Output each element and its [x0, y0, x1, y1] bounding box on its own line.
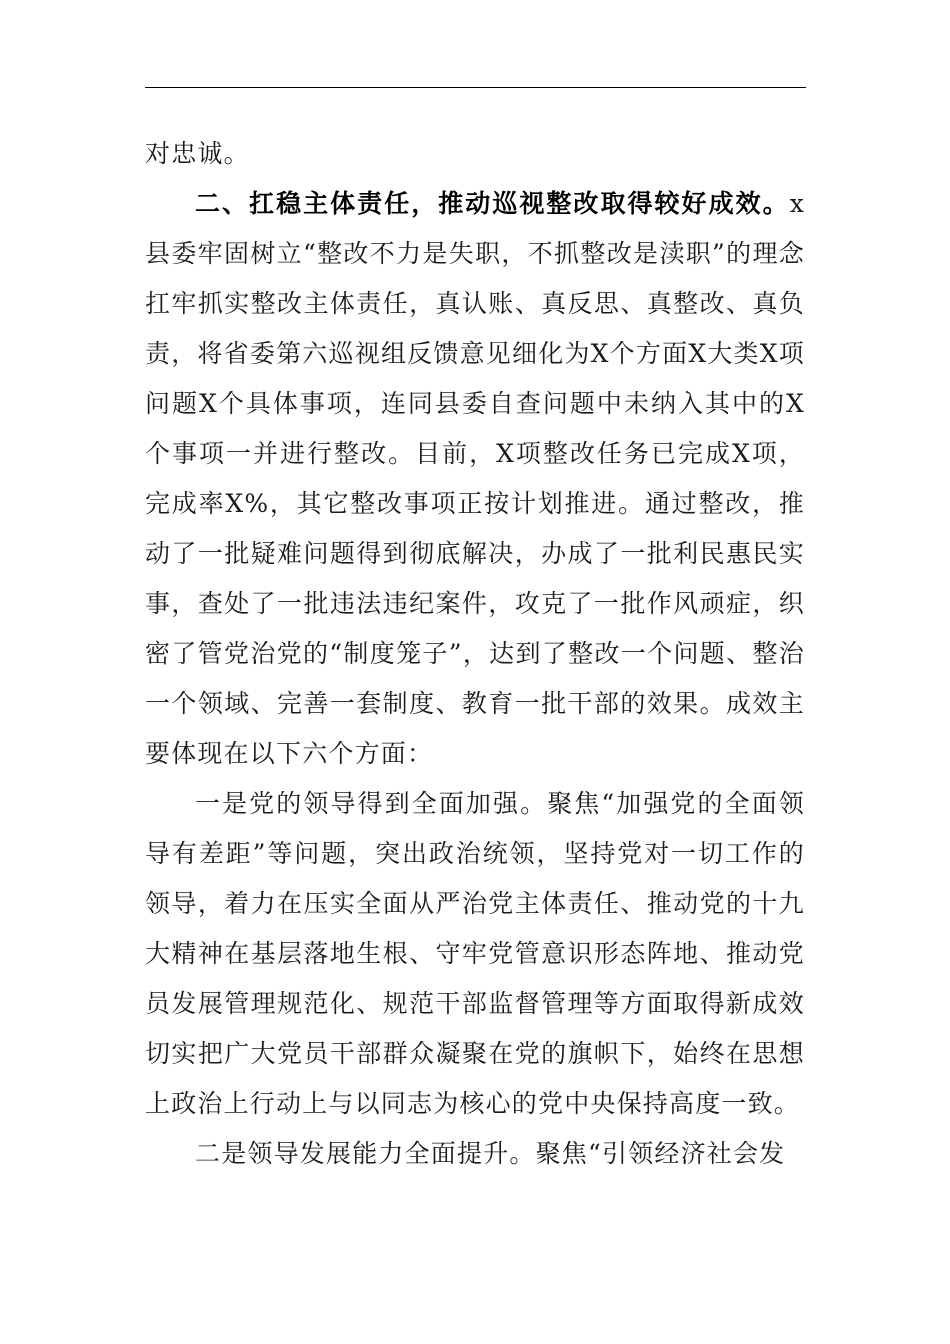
paragraph-point-one: [145, 779, 805, 1129]
paragraph-text: x县委牢固树立“整改不力是失职，不抓整改是渎职”的理念扛牢抓实整改主体责任，真认账、真反思、真整改、真负责，将省委第六巡视组反馈意见细化为X个方面X大类X项问题X个具体事项，连同县委自查问题中未纳入其中的X个事项一并进行整改。目前，X项整改任务已完成X项，完成率X%，其它整改事项正按计划推进。通过整改，推动了一批疑难问题得到彻底解决，办成了一批利民惠民实事，查处了一批违法违纪案件，攻克了一批作风顽症，织密了管党治党的“制度笼子”，达到了整改一个问题、整治一个领域、完善一套制度、教育一批干部的效果。成效主要体现在以下六个方面：: [145, 189, 805, 768]
paragraph-text: 二是领导发展能力全面提升。聚焦“引领经济社会发: [195, 1139, 786, 1168]
paragraph-point-two: [145, 1129, 805, 1179]
document-body: [145, 129, 805, 1179]
header-rule: [145, 87, 806, 88]
section-heading: 二、扛稳主体责任，推动巡视整改取得较好成效。: [195, 189, 790, 218]
paragraph-text: 一是党的领导得到全面加强。聚焦“加强党的全面领导有差距”等问题，突出政治统领，坚持党对一切工作的领导，着力在压实全面从严治党主体责任、推动党的十九大精神在基层落地生根、守牢党管意识形态阵地、推动党员发展管理规范化、规范干部监督管理等方面取得新成效切实把广大党员干部群众凝聚在党的旗帜下，始终在思想上政治上行动上与以同志为核心的党中央保持高度一致。: [145, 789, 805, 1118]
paragraph-text: 对忠诚。: [145, 139, 250, 168]
paragraph-continuation: [145, 129, 805, 179]
paragraph-section-two: [145, 179, 805, 779]
